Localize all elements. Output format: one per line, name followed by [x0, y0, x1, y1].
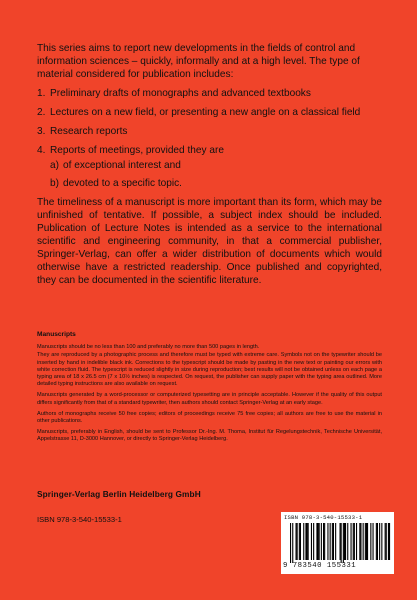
- material-list: [37, 87, 382, 190]
- barcode-bar: [297, 523, 298, 560]
- isbn-number: ISBN 978-3-540-15533-1: [37, 515, 122, 524]
- barcode-bar: [367, 523, 368, 560]
- barcode-bar: [319, 523, 320, 560]
- barcode-bar: [318, 523, 319, 560]
- barcode-bar: [333, 523, 334, 560]
- list-item: 4. Reports of meetings, provided they are a) of exceptional interest and b) devoted to a specific topic.: [37, 144, 382, 190]
- manuscripts-paragraph: Manuscripts should be no less than 100 and preferably no more than 500 pages in length.: [37, 344, 260, 351]
- barcode-bar: [299, 523, 300, 560]
- barcode-bar: [305, 523, 306, 560]
- barcode-bar: [332, 523, 333, 560]
- meeting-criteria-list: [50, 159, 382, 190]
- manuscripts-heading: Manuscripts: [37, 331, 76, 338]
- manuscripts-paragraph: Authors of monographs receive 50 free copies; editors of proceedings receive 75 free copies; all authors are free to use the material in other publications.: [37, 410, 382, 425]
- barcode-bar: [377, 523, 378, 560]
- intro-opening: This series aims to report new developments in the fields of control and information sciences – quickly, informally and at a high level. The type of material considered for publication includes:: [37, 43, 360, 80]
- barcode-bar: [343, 523, 344, 563]
- barcode-bar: [344, 523, 345, 560]
- barcode-bar: [327, 523, 328, 560]
- barcode-bar: [303, 523, 304, 560]
- barcode-bar: [365, 523, 366, 560]
- barcode-bar: [296, 523, 297, 560]
- barcode-digits: 9 783540 155331: [283, 562, 357, 570]
- barcode-icon: [284, 523, 391, 563]
- barcode-bar: [381, 523, 382, 560]
- manuscripts-paragraph: Manuscripts generated by a word-processor or computerized typesetting are in principle acceptable. However if the quality of this output differs significantly from that of a standard typewriter, then authors should contact Springer-Verlag at an early stage.: [37, 392, 382, 406]
- barcode-bar: [386, 523, 387, 560]
- manuscripts-paragraph: They are reproduced by a photographic process and therefore must be typed with extreme care. Symbols not on the typewriter should be inserted by hand in indelible black ink. Corrections to the typescript should be made by pasting in the new text or painting our errors with white correction fluid. The typescript is reduced slightly in size during reproduction; best results will not be obtained unless on each page a typing area of 18 x 26.5 cm (7 x 10½ inches) is respected. On request, the publisher can supply paper with the typing area outlined. More detailed typing instructions are also available on request.: [37, 352, 382, 388]
- barcode-bar: [307, 523, 308, 560]
- barcode-bar: [354, 523, 355, 560]
- barcode-bar: [373, 523, 374, 560]
- barcode-bar: [370, 523, 371, 560]
- barcode-bar: [360, 523, 361, 560]
- barcode-bar: [341, 523, 342, 563]
- barcode-bar: [324, 523, 325, 560]
- sublist-item: a) of exceptional interest and: [50, 160, 181, 171]
- publisher-name: Springer-Verlag Berlin Heidelberg GmbH: [37, 489, 201, 499]
- list-item: 1. Preliminary drafts of monographs and advanced textbooks: [37, 88, 311, 99]
- barcode-bar: [379, 523, 380, 560]
- list-item: 2. Lectures on a new field, or presenting a new angle on a classical field: [37, 107, 361, 118]
- barcode-bar: [290, 523, 291, 563]
- barcode-bar: [323, 523, 324, 560]
- barcode-bar: [389, 523, 390, 560]
- barcode-bar: [376, 523, 377, 560]
- barcode-bar: [330, 523, 331, 560]
- isbn-barcode: [281, 512, 394, 574]
- barcode-bar: [363, 523, 364, 560]
- barcode-bar: [351, 523, 352, 560]
- barcode-bar: [345, 523, 346, 560]
- barcode-bar: [335, 523, 336, 560]
- intro-closing: The timeliness of a manuscript is more important than its form, which may be unfinished of tentative. If possible, a subject index should be included. Publication of Lecture Notes is intended as a service to the international scientific and engineering community, in that a commercial publisher, Springer-Verlag, can offer a wider distribution of documents which would otherwise have a restricted readership. Once published and copyrighted, they can be documented in the scientific literature.: [37, 197, 382, 286]
- list-item: 3. Research reports: [37, 126, 128, 137]
- barcode-bar: [340, 523, 341, 560]
- barcode-bar: [366, 523, 367, 560]
- barcode-bar: [347, 523, 348, 560]
- manuscripts-paragraph: Manuscripts, preferably in English, should be sent to Professor Dr.-Ing. M. Thoma, Institut für Regelungstechnik, Technische Universität, Appelstrasse 11, D-3000 Hannover, or directly to Springer-Verlag Heidelberg.: [37, 429, 382, 443]
- barcode-bar: [308, 523, 309, 560]
- barcode-isbn-label: ISBN 978-3-540-15533-1: [284, 514, 363, 521]
- manuscripts-section: [37, 331, 382, 448]
- barcode-bar: [316, 523, 317, 560]
- sublist-item: b) devoted to a specific topic.: [50, 178, 182, 189]
- barcode-bar: [311, 523, 312, 560]
- series-description: [37, 42, 382, 287]
- barcode-bar: [321, 523, 322, 560]
- barcode-bar: [292, 523, 293, 563]
- barcode-bar: [300, 523, 301, 560]
- barcode-bar: [385, 523, 386, 560]
- barcode-bar: [353, 523, 354, 560]
- barcode-bar: [359, 523, 360, 560]
- barcode-bar: [356, 523, 357, 560]
- barcode-bar: [313, 523, 314, 560]
- barcode-bar: [388, 523, 389, 560]
